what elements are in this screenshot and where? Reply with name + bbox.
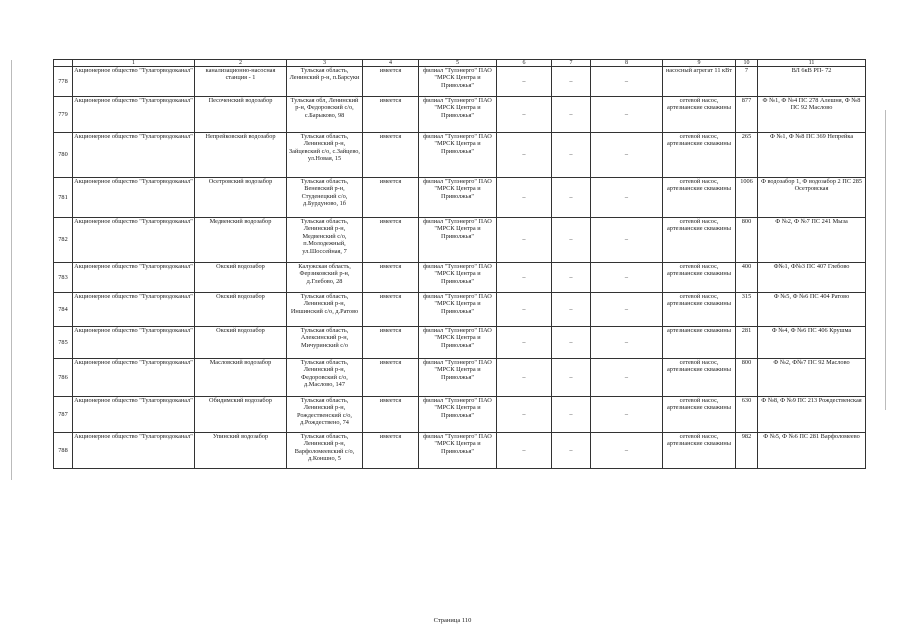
status-cell: имеется — [363, 133, 419, 178]
status-cell: имеется — [363, 218, 419, 263]
header-cell: 2 — [195, 60, 287, 67]
table-row — [54, 359, 866, 397]
row-number: 780 — [54, 133, 73, 178]
column-7-cell: – — [552, 97, 591, 133]
header-cell-blank — [54, 60, 73, 67]
address-cell: Тульская область, Ленинский р-н, Медвенский с/о, п.Молодежный, ул.Шоссейная, 7 — [287, 218, 363, 263]
organization-cell: Акционерное общество "Тулагорводоканал" — [73, 67, 195, 97]
column-6-cell: – — [497, 433, 552, 469]
row-number: 788 — [54, 433, 73, 469]
status-cell: имеется — [363, 433, 419, 469]
object-cell: Песоченский водозабор — [195, 97, 287, 133]
column-6-cell: – — [497, 359, 552, 397]
column-8-cell: – — [591, 293, 663, 327]
grid-company-cell: филиал "Тулэнерго" ПАО "МРСК Центра и Приволжья" — [419, 359, 497, 397]
status-cell: имеется — [363, 263, 419, 293]
grid-company-cell: филиал "Тулэнерго" ПАО "МРСК Центра и Приволжья" — [419, 67, 497, 97]
capacity-cell: 800 — [736, 218, 758, 263]
row-number: 779 — [54, 97, 73, 133]
header-cell: 5 — [419, 60, 497, 67]
table-row — [54, 327, 866, 359]
address-cell: Тульская область, Ленинский р-н, Федоровский с/о, д.Маслово, 147 — [287, 359, 363, 397]
column-7-cell: – — [552, 433, 591, 469]
column-6-cell: – — [497, 327, 552, 359]
organization-cell: Акционерное общество "Тулагорводоканал" — [73, 263, 195, 293]
table-row — [54, 263, 866, 293]
capacity-cell: 1006 — [736, 178, 758, 218]
column-8-cell: – — [591, 97, 663, 133]
organization-cell: Акционерное общество "Тулагорводоканал" — [73, 359, 195, 397]
power-source-cell: Ф №5, Ф №6 ПС 404 Ратово — [758, 293, 866, 327]
row-number: 782 — [54, 218, 73, 263]
column-8-cell: – — [591, 327, 663, 359]
power-source-cell: Ф №1, Ф №8 ПС 369 Непрейка — [758, 133, 866, 178]
column-6-cell: – — [497, 97, 552, 133]
object-cell: Непрейковский водозабор — [195, 133, 287, 178]
equipment-cell: сетевой насос, артезианские скважины — [663, 178, 736, 218]
column-8-cell: – — [591, 178, 663, 218]
column-6-cell: – — [497, 263, 552, 293]
object-cell: Окский водозабор — [195, 327, 287, 359]
column-6-cell: – — [497, 218, 552, 263]
row-number: 787 — [54, 397, 73, 433]
row-number: 781 — [54, 178, 73, 218]
column-7-cell: – — [552, 218, 591, 263]
equipment-cell: артезианские скважины — [663, 327, 736, 359]
power-source-cell: Ф №2, Ф №7 ПС 241 Мыза — [758, 218, 866, 263]
grid-company-cell: филиал "Тулэнерго" ПАО "МРСК Центра и Приволжья" — [419, 97, 497, 133]
table-row — [54, 97, 866, 133]
column-8-cell: – — [591, 67, 663, 97]
capacity-cell: 265 — [736, 133, 758, 178]
column-6-cell: – — [497, 67, 552, 97]
grid-company-cell: филиал "Тулэнерго" ПАО "МРСК Центра и Приволжья" — [419, 178, 497, 218]
capacity-cell: 800 — [736, 359, 758, 397]
organization-cell: Акционерное общество "Тулагорводоканал" — [73, 97, 195, 133]
column-6-cell: – — [497, 178, 552, 218]
equipment-cell: сетевой насос, артезианские скважины — [663, 433, 736, 469]
column-7-cell: – — [552, 359, 591, 397]
power-source-cell: Ф №8, Ф №9 ПС 213 Рождественская — [758, 397, 866, 433]
equipment-cell: сетевой насос, артезианские скважины — [663, 397, 736, 433]
address-cell: Тульская область, Ленинский р-н, Варфоломеевский с/о, д.Коншно, 5 — [287, 433, 363, 469]
table-row — [54, 67, 866, 97]
row-number: 783 — [54, 263, 73, 293]
object-cell: канализационно-насосная станция - 1 — [195, 67, 287, 97]
equipment-cell: насосный агрегат 11 кВт — [663, 67, 736, 97]
row-number: 778 — [54, 67, 73, 97]
column-8-cell: – — [591, 359, 663, 397]
column-7-cell: – — [552, 327, 591, 359]
column-number-row — [54, 60, 866, 67]
object-cell: Окский водозабор — [195, 293, 287, 327]
header-cell: 6 — [497, 60, 552, 67]
status-cell: имеется — [363, 97, 419, 133]
table-row — [54, 433, 866, 469]
power-source-cell: Ф №5, Ф №6 ПС 281 Варфоломеево — [758, 433, 866, 469]
column-7-cell: – — [552, 67, 591, 97]
status-cell: имеется — [363, 293, 419, 327]
object-cell: Окский водозабор — [195, 263, 287, 293]
column-7-cell: – — [552, 133, 591, 178]
header-cell: 1 — [73, 60, 195, 67]
address-cell: Калужская область, Ферзиковский р-н, д.Глебово, 28 — [287, 263, 363, 293]
capacity-cell: 630 — [736, 397, 758, 433]
grid-company-cell: филиал "Тулэнерго" ПАО "МРСК Центра и Приволжья" — [419, 133, 497, 178]
table-row — [54, 218, 866, 263]
organization-cell: Акционерное общество "Тулагорводоканал" — [73, 397, 195, 433]
equipment-cell: сетевой насос, артезианские скважины — [663, 218, 736, 263]
status-cell: имеется — [363, 359, 419, 397]
scan-margin-mark — [11, 60, 12, 480]
header-cell: 8 — [591, 60, 663, 67]
power-source-cell: Ф №2, Ф№7 ПС 92 Маслово — [758, 359, 866, 397]
power-source-cell: Ф водозабор 1, Ф водозабор 2 ПС 285 Осетровская — [758, 178, 866, 218]
column-7-cell: – — [552, 293, 591, 327]
page-number: Страница 110 — [433, 617, 472, 624]
grid-company-cell: филиал "Тулэнерго" ПАО "МРСК Центра и Приволжья" — [419, 293, 497, 327]
power-source-cell: ВЛ 6кВ РП- 72 — [758, 67, 866, 97]
capacity-cell: 315 — [736, 293, 758, 327]
address-cell: Тульская область, Ленинский р-н, Рождественский с/о, д.Рождествено, 74 — [287, 397, 363, 433]
organization-cell: Акционерное общество "Тулагорводоканал" — [73, 218, 195, 263]
header-cell: 4 — [363, 60, 419, 67]
register-table-body — [54, 60, 866, 469]
header-cell: 11 — [758, 60, 866, 67]
row-number: 784 — [54, 293, 73, 327]
grid-company-cell: филиал "Тулэнерго" ПАО "МРСК Центра и Приволжья" — [419, 433, 497, 469]
register-table — [53, 59, 866, 469]
object-cell: Медвенский водозабор — [195, 218, 287, 263]
header-cell: 3 — [287, 60, 363, 67]
capacity-cell: 400 — [736, 263, 758, 293]
address-cell: Тульская область, Веневский р-н, Студенецкий с/о, д.Бурдуново, 1б — [287, 178, 363, 218]
capacity-cell: 7 — [736, 67, 758, 97]
grid-company-cell: филиал "Тулэнерго" ПАО "МРСК Центра и Приволжья" — [419, 218, 497, 263]
capacity-cell: 982 — [736, 433, 758, 469]
column-7-cell: – — [552, 178, 591, 218]
column-8-cell: – — [591, 263, 663, 293]
object-cell: Упинский водозабор — [195, 433, 287, 469]
column-8-cell: – — [591, 397, 663, 433]
column-6-cell: – — [497, 397, 552, 433]
grid-company-cell: филиал "Тулэнерго" ПАО "МРСК Центра и Приволжья" — [419, 397, 497, 433]
table-row — [54, 397, 866, 433]
status-cell: имеется — [363, 397, 419, 433]
row-number: 786 — [54, 359, 73, 397]
equipment-cell: сетевой насос, артезианские скважины — [663, 133, 736, 178]
equipment-cell: сетевой насос, артезианские скважины — [663, 97, 736, 133]
organization-cell: Акционерное общество "Тулагорводоканал" — [73, 433, 195, 469]
object-cell: Масловский водозабор — [195, 359, 287, 397]
grid-company-cell: филиал "Тулэнерго" ПАО "МРСК Центра и Приволжья" — [419, 263, 497, 293]
column-8-cell: – — [591, 433, 663, 469]
organization-cell: Акционерное общество "Тулагорводоканал" — [73, 178, 195, 218]
column-7-cell: – — [552, 397, 591, 433]
power-source-cell: Ф№1, Ф№3 ПС 407 Глебово — [758, 263, 866, 293]
organization-cell: Акционерное общество "Тулагорводоканал" — [73, 327, 195, 359]
header-cell: 10 — [736, 60, 758, 67]
address-cell: Тульская обл, Ленинский р-н, Федоровский с/о, с.Барыково, 98 — [287, 97, 363, 133]
column-6-cell: – — [497, 133, 552, 178]
address-cell: Тульская область, Алексинский р-н, Мичуринский с/о — [287, 327, 363, 359]
object-cell: Осетровский водозабор — [195, 178, 287, 218]
scan-margin-mark — [885, 110, 886, 410]
equipment-cell: сетевой насос, артезианские скважины — [663, 293, 736, 327]
column-7-cell: – — [552, 263, 591, 293]
status-cell: имеется — [363, 67, 419, 97]
header-cell: 9 — [663, 60, 736, 67]
column-8-cell: – — [591, 133, 663, 178]
object-cell: Обидимский водозабор — [195, 397, 287, 433]
equipment-cell: сетевой насос, артезианские скважины — [663, 359, 736, 397]
power-source-cell: Ф №1, Ф №4 ПС 278 Алешня, Ф №8 ПС 92 Маслово — [758, 97, 866, 133]
table-row — [54, 133, 866, 178]
status-cell: имеется — [363, 178, 419, 218]
address-cell: Тульская область, Ленинский р-н, Иншинский с/о, д.Ратово — [287, 293, 363, 327]
address-cell: Тульская область, Ленинский р-н, п.Барсуки — [287, 67, 363, 97]
column-8-cell: – — [591, 218, 663, 263]
organization-cell: Акционерное общество "Тулагорводоканал" — [73, 133, 195, 178]
equipment-cell: сетевой насос, артезианские скважины — [663, 263, 736, 293]
capacity-cell: 877 — [736, 97, 758, 133]
column-6-cell: – — [497, 293, 552, 327]
power-source-cell: Ф №4, Ф №6 ПС 406 Крушма — [758, 327, 866, 359]
capacity-cell: 281 — [736, 327, 758, 359]
status-cell: имеется — [363, 327, 419, 359]
table-row — [54, 293, 866, 327]
row-number: 785 — [54, 327, 73, 359]
grid-company-cell: филиал "Тулэнерго" ПАО "МРСК Центра и Приволжья" — [419, 327, 497, 359]
address-cell: Тульская область, Ленинский р-н, Зайцевский с/о, с.Зайцево, ул.Новая, 15 — [287, 133, 363, 178]
header-cell: 7 — [552, 60, 591, 67]
table-row — [54, 178, 866, 218]
organization-cell: Акционерное общество "Тулагорводоканал" — [73, 293, 195, 327]
